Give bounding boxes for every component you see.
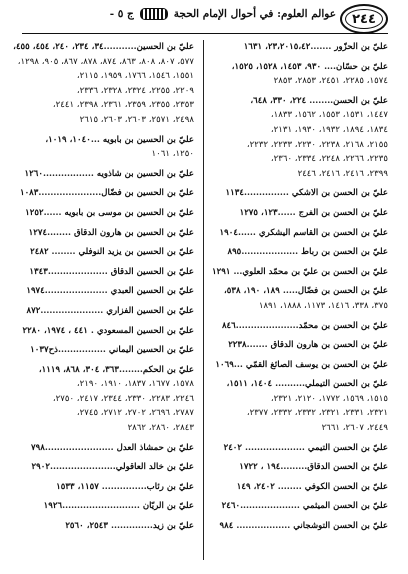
header-rule: [22, 33, 388, 34]
index-column-right: [211, 40, 388, 560]
column-divider: [203, 40, 204, 560]
index-entry: عليّ بن الحسن بن القاسم اليشكري ......١٩٠٤: [219, 227, 388, 238]
index-entry: عليّ بن الحسن التيملي.......... ١٤٠٤، ١٥١١،: [226, 379, 388, 390]
index-entry-continuation: ٢٣٩٩، ٢٤١٦، ٢٤١٦، ٢٤٤٦: [297, 168, 388, 179]
index-entry: عليّ بن الحسين الفزاري .....................٨٧٢: [26, 305, 194, 316]
index-entry-continuation: ٣٧٥، ٣٣٨، ١٤١٦، ١١٧٣، ١٨٨٨، ١٨٩١: [258, 300, 388, 311]
index-entry: عليّ بن الحسن بن فضّال..... ١٨٩، ١٩٠، ٥٣٨،: [224, 286, 388, 297]
index-entry-continuation: ٢٣٢١، ٢٣٣١، ٢٣٢١، ٢٣٣٢، ٢٣٣٢، ٢٣٧٧،: [246, 408, 388, 419]
index-entry: عليّ بن الحسن بن الاشكي ...............١١٣٤: [225, 188, 388, 199]
index-entry: عليّ بن الحكم........٣٦٣، ٣٠٤، ٨٦٨، ١١١٩،: [38, 364, 194, 375]
index-entry: عليّ بن الحسين بن موسى بن بابويه ......١٢٥٢: [25, 207, 194, 218]
index-entry-continuation: ١٢٥٠، ١٠٦١: [151, 149, 194, 160]
running-head: [22, 8, 336, 20]
index-entry: عليّ بن الحسين العبدي .....................١٩٧٤: [26, 286, 194, 297]
index-entry: عليّ بن الحسين اليماني ................ذح١٠٣٧: [30, 345, 194, 356]
index-entry: عليّ بن الحسين بن هارون الدقاق ........١٢٧٤: [28, 227, 194, 238]
index-entry: عليّ بن الحسن الميثمي ....................٢٤٦٠: [221, 501, 388, 512]
index-entry-continuation: ٢٢٤٦، ٢٢٨٣، ٢٣٣٠، ٢٣٤٤، ٢٤١٧، ٢٧٥٠،: [52, 393, 194, 404]
index-entry: عليّ بن الحسين بن شاذويه .................١٢٦٠: [24, 168, 194, 179]
index-entry: عليّ بن الحسن بن عليّ بن محمّد العلوي... ١٢٩١: [211, 266, 388, 277]
index-entry: عليّ بن الحسن الكوفي ........ ٢٤٠٢، ١٤٩: [236, 481, 388, 492]
index-entry-continuation: ١٨٣٤، ١٨٩٤، ١٩٣٢، ١٩٣٠، ٢١٣١،: [270, 124, 388, 135]
index-entry-continuation: ٢٨٤٣، ٢٨٦٠، ٢٨٦٢: [127, 423, 194, 434]
index-entry-continuation: ٢٢٣٥، ٢٢٦٦، ٢٢٤٨، ٢٣٣٤، ٢٣٦٠،: [270, 154, 388, 165]
ornament-icon: [140, 8, 168, 20]
index-entry: عليّ بن الحسن بن الفرج ......١٢٣، ١٢٧٥: [239, 207, 388, 218]
index-entry: عليّ بن الحسن........ ٢٢٤، ٣٣٠، ٦٤٨،: [250, 95, 388, 106]
badge-inner-ring: [345, 9, 383, 29]
index-entry-continuation: ١٥٧٨، ١٦٧٧، ١٨٣٧، ١٩١٠، ٢١٩٠،: [76, 379, 194, 390]
page-header: [22, 2, 388, 36]
index-entry: عليّ بن الحسن بن محمّد.....................٨٤٦: [221, 320, 388, 331]
index-columns: [13, 40, 388, 560]
index-entry: عليّ بن زيد.............. ٢٥٤٣، ٢٥٦٠: [65, 521, 194, 532]
index-column-left: [13, 40, 194, 560]
page-number-badge: [340, 4, 388, 34]
index-entry: عليّ بن رئاب............... ١١٥٧، ١٥٣٣: [56, 481, 194, 492]
index-entry: عليّ بن الحسن التوشجاني .................. ٩٨٤: [219, 521, 388, 532]
index-entry: عليّ بن الحسن بن هارون الدقاق .......٢٢٣٨: [228, 340, 388, 351]
index-entry-continuation: ٢٣٥٣، ٢٣٥٥، ٢٣٥٩، ٢٣٦١، ٢٣٩٨، ٢٤٤١،: [52, 100, 194, 111]
index-entry: عليّ بن خالد العاقولي......................٢٩٠٢: [31, 462, 194, 473]
index-entry: عليّ بن الحسين بن بابويه ...١٠٤٠، ١٠١٩،: [45, 134, 194, 145]
index-entry: عليّ بن الحسن الدقاق.........١٩٤ ، ١٧٢٢: [239, 462, 388, 473]
index-entry-continuation: ٢٤٩٨، ٢٥٧١، ٢٦٠٣، ٢٦٠٣، ٢٦١٥: [79, 114, 194, 125]
index-entry-continuation: ١٥٥١، ١٥٤٦، ١٧٦٦، ١٩٥٩، ٢١١٥،: [76, 71, 194, 82]
index-entry-continuation: ٥٧٧، ٨٠٧، ٨٠٨، ٨٦٣، ٨٧٤، ٨٧٨، ٨٦٧، ٩٠٥، ١٢٩٨،: [17, 56, 194, 67]
index-entry-continuation: ١٤٤٧، ١٥٣١، ١٥٥٣، ١٥٦٢، ١٨٣٣،: [270, 110, 388, 121]
index-entry-continuation: ١٥١٥، ١٥٦٩، ١٧٧٢، ٢١٢٠، ٢٣٢١،: [270, 393, 388, 404]
index-entry-continuation: ٢٧٨٧، ٢٦٩٦، ٢٧٠٢، ٢٧١٢، ٢٧٤٥،: [76, 408, 194, 419]
index-entry: عليّ بن الحزّور .......٢٣،٢٠١٥،٤٢، ١٦٣١: [243, 42, 388, 52]
index-entry: عليّ بن الحسين...........٣٤، ٢٣٤، ٢٤٠، ٤٥٤، ٤٥٥،: [13, 42, 194, 52]
index-entry-continuation: ٢٢٠٩، ٢٢٥٥، ٢٣٢٤، ٢٣٢٨، ٢٣٣٦،: [76, 85, 194, 96]
page-number: ٢٤٤: [352, 11, 376, 27]
index-entry-continuation: ٢٤٤٩، ٢٦٠٧، ٢٦٦١: [321, 423, 388, 434]
index-entry: عليّ بن حسّان.... ٩٣٠، ١٤٥٣، ١٥٢٨، ١٥٢٥،: [231, 61, 388, 72]
index-entry: عليّ بن الحسين الدقاق ....................١٣٤٣: [29, 266, 194, 277]
index-entry: عليّ بن الحسن التيمي .................... ٢٤٠٢: [223, 442, 388, 453]
index-entry: عليّ بن الحسين بن فضّال.....................١٠٨٣: [19, 188, 194, 199]
index-entry-continuation: ١٥٧٤، ٢٢٨٥، ٢٤٥١، ٢٨٥٣، ٢٨٥٣: [273, 76, 388, 87]
index-entry-continuation: ٢١٥٥، ٢١٦٨، ٢٢٣٨، ٢٢٣٠، ٢٢٣٣، ٢٢٣٢،: [246, 139, 388, 150]
index-entry: عليّ بن الحسين المسعودي . ٤٤١ ، ١٩٧٤، ٢٢٨٠: [22, 325, 194, 336]
index-entry: عليّ بن الحسن بن يوسف الصائغ القمّي ...١٠٦٩: [215, 359, 388, 370]
index-entry: عليّ بن الحسن بن رباط ...................٨٩٥: [227, 247, 388, 258]
index-entry: عليّ بن حمشاذ العدل .......................٧٩٨: [30, 442, 194, 453]
index-entry: عليّ بن الحسين بن يزيد النوفلي ........ ٢٤٨٢: [30, 247, 194, 258]
volume-label: ج ٥ -: [109, 8, 134, 20]
running-title: عوالم العلوم: في أحوال الإمام الحجة: [173, 8, 336, 20]
index-entry: عليّ بن الريّان ..........................١٩٢٦: [43, 501, 194, 512]
